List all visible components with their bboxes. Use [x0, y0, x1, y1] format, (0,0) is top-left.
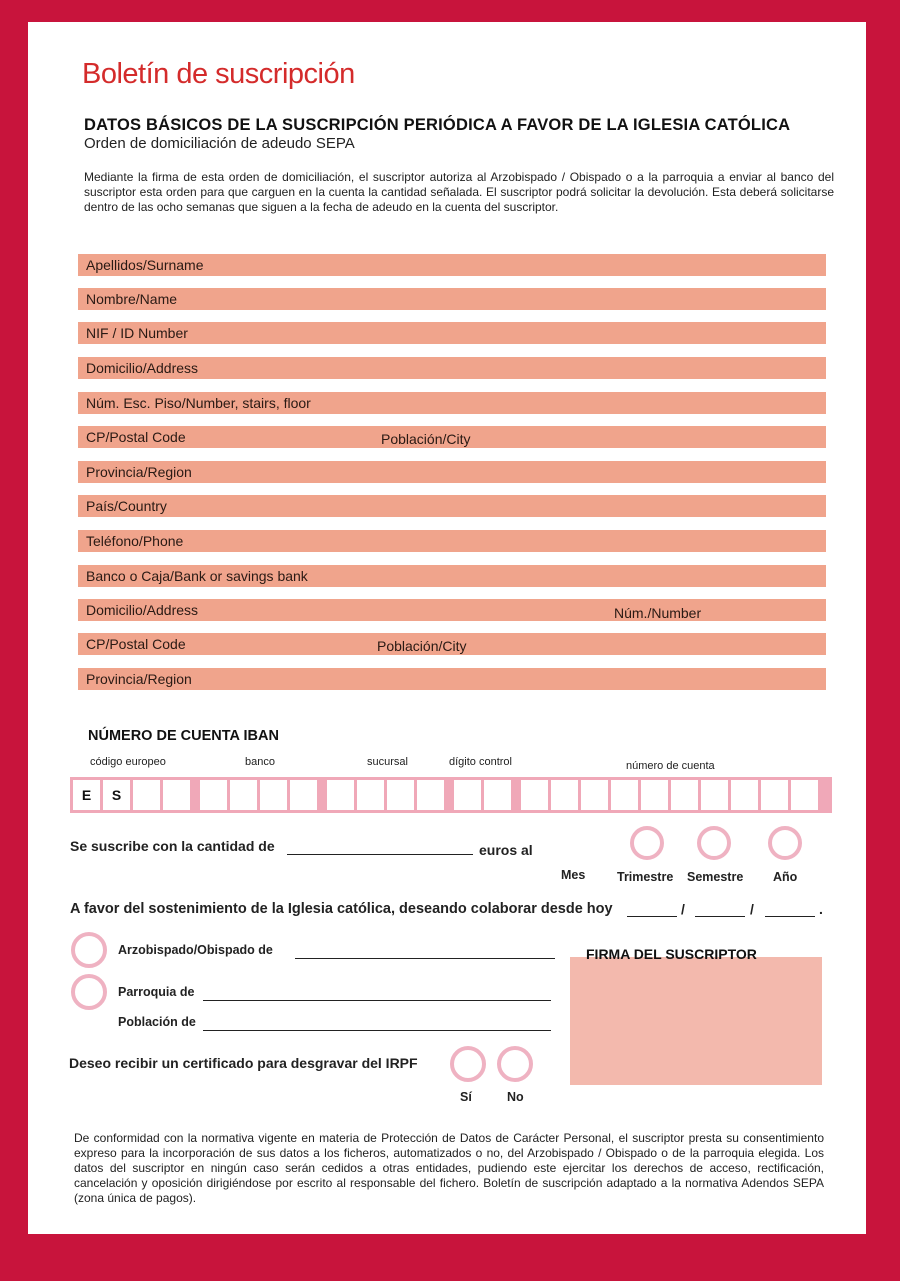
form-page [28, 22, 866, 1234]
parroquia-label: Parroquia de [118, 985, 195, 999]
iban-cell[interactable] [731, 780, 758, 810]
nif-field[interactable] [78, 322, 826, 344]
iban-title-bold: IBAN [243, 728, 279, 744]
trimestre-radio[interactable] [630, 826, 664, 860]
province-label: Provincia/Region [86, 464, 192, 480]
iban-cell[interactable] [611, 780, 638, 810]
surname-label: Apellidos/Surname [86, 257, 204, 273]
caption-codigo: código europeo [90, 756, 166, 768]
semestre-radio[interactable] [697, 826, 731, 860]
certificate-no-label: No [507, 1090, 524, 1104]
amount-line[interactable] [287, 854, 473, 855]
city-label: Población/City [381, 431, 471, 447]
iban-cell[interactable] [163, 780, 190, 810]
bank-postal-city-field[interactable] [78, 633, 826, 655]
iban-cell[interactable] [290, 780, 317, 810]
caption-sucursal: sucursal [367, 756, 408, 768]
bank-address-field[interactable] [78, 599, 826, 621]
iban-cell[interactable] [357, 780, 384, 810]
surname-field[interactable] [78, 254, 826, 276]
date-sep-2: / [750, 901, 754, 917]
iban-cell[interactable] [521, 780, 548, 810]
number-field[interactable] [78, 392, 826, 414]
iban-cell[interactable] [387, 780, 414, 810]
bank-label: Banco o Caja/Bank or savings bank [86, 568, 308, 584]
province-field[interactable] [78, 461, 826, 483]
address-label: Domicilio/Address [86, 360, 199, 376]
arzobispado-radio[interactable] [71, 932, 107, 968]
signature-label: FIRMA DEL SUSCRIPTOR [586, 946, 757, 962]
legal-text: De conformidad con la normativa vigente en materia de Protección de Datos de Carácter Personal, el suscriptor presta su consentimiento expreso para la incorporación de sus datos a los ficheros, automatizados o no, del Arzobispado / Obispado o de la parroquia elegida. Los datos del suscriptor en ningún caso serán cedidos a otras entidades, pudiendo este ejercitar los derechos de acceso, rectificación, cancelación y oposición dirigiéndose por escrito al responsable del fichero. Boletín de suscripción adaptado a la normativa Adendos SEPA (zona única de pagos). [74, 1131, 824, 1205]
nif-label: NIF / ID Number [86, 325, 188, 341]
iban-cell[interactable] [260, 780, 287, 810]
period-trimestre: Trimestre [617, 870, 674, 884]
form-heading: DATOS BÁSICOS DE LA SUSCRIPCIÓN PERIÓDICA A FAVOR DE LA IGLESIA CATÓLICA [84, 116, 791, 134]
postal-city-field[interactable] [78, 426, 826, 448]
bank-province-label: Provincia/Region [86, 671, 192, 687]
name-label: Nombre/Name [86, 291, 178, 307]
form-subheading: Orden de domiciliación de adeudo SEPA [84, 135, 355, 152]
iban-cell[interactable] [454, 780, 481, 810]
arzobispado-label: Arzobispado/Obispado de [118, 943, 273, 957]
intro-text: Mediante la firma de esta orden de domiciliación, el suscriptor autoriza al Arzobispado / Obispado o a la parroquia a enviar al banco del suscriptor esta orden para que carguen en la cuenta la cantidad señalada. El suscriptor podrá solicitar la devolución. Esta deberá solicitarse dentro de las ocho semanas que siguen a la fecha de adeudo en la cuenta del suscriptor. [84, 170, 834, 214]
period-mes: Mes [561, 868, 586, 882]
date-month-line[interactable] [695, 916, 745, 917]
caption-digito: dígito control [449, 756, 512, 768]
iban-cell[interactable] [417, 780, 444, 810]
iban-cell: S [103, 780, 130, 810]
bank-address-label: Domicilio/Address [86, 602, 199, 618]
bank-number-label: Núm./Number [614, 605, 702, 621]
iban-cell[interactable] [484, 780, 511, 810]
name-field[interactable] [78, 288, 826, 310]
iban-title [88, 728, 279, 744]
certificate-yes-label: Sí [460, 1090, 472, 1104]
iban-cell[interactable] [551, 780, 578, 810]
date-year-line[interactable] [765, 916, 815, 917]
page-title: Boletín de suscripción [82, 58, 355, 90]
caption-banco: banco [245, 756, 275, 768]
bank-city-label: Población/City [377, 638, 467, 654]
parroquia-line[interactable] [203, 1000, 551, 1001]
certificate-label: Deseo recibir un certificado para desgravar del IRPF [69, 1055, 418, 1071]
country-field[interactable] [78, 495, 826, 517]
iban-cell[interactable] [133, 780, 160, 810]
certificate-no-radio[interactable] [497, 1046, 533, 1082]
date-sep-1: / [681, 901, 685, 917]
certificate-yes-radio[interactable] [450, 1046, 486, 1082]
ano-radio[interactable] [768, 826, 802, 860]
iban-cell[interactable] [791, 780, 818, 810]
iban-cell[interactable] [671, 780, 698, 810]
iban-box [70, 777, 832, 813]
date-day-line[interactable] [627, 916, 677, 917]
number-label: Núm. Esc. Piso/Number, stairs, floor [86, 395, 311, 411]
iban-cell[interactable] [581, 780, 608, 810]
phone-field[interactable] [78, 530, 826, 552]
parroquia-radio[interactable] [71, 974, 107, 1010]
caption-numero: número de cuenta [626, 760, 715, 772]
date-end-dot: . [819, 901, 823, 917]
bank-province-field[interactable] [78, 668, 826, 690]
period-ano: Año [773, 870, 798, 884]
amount-suffix: euros al [479, 842, 533, 858]
iban-cell[interactable] [761, 780, 788, 810]
period-semestre: Semestre [687, 870, 744, 884]
country-label: País/Country [86, 498, 167, 514]
poblacion-label: Población de [118, 1015, 196, 1029]
arzobispado-line[interactable] [295, 958, 555, 959]
iban-cell[interactable] [641, 780, 668, 810]
iban-cell[interactable] [327, 780, 354, 810]
iban-cell[interactable] [200, 780, 227, 810]
iban-title-text: NÚMERO DE CUENTA [88, 728, 240, 744]
iban-cell[interactable] [230, 780, 257, 810]
bank-field[interactable] [78, 565, 826, 587]
bank-postal-label: CP/Postal Code [86, 636, 186, 652]
amount-label: Se suscribe con la cantidad de [70, 838, 275, 854]
poblacion-line[interactable] [203, 1030, 551, 1031]
address-field[interactable] [78, 357, 826, 379]
iban-cell[interactable] [701, 780, 728, 810]
signature-box[interactable] [570, 957, 822, 1085]
postal-label: CP/Postal Code [86, 429, 186, 445]
phone-label: Teléfono/Phone [86, 533, 184, 549]
iban-cell: E [73, 780, 100, 810]
favor-label: A favor del sostenimiento de la Iglesia católica, deseando colaborar desde hoy [70, 901, 613, 917]
